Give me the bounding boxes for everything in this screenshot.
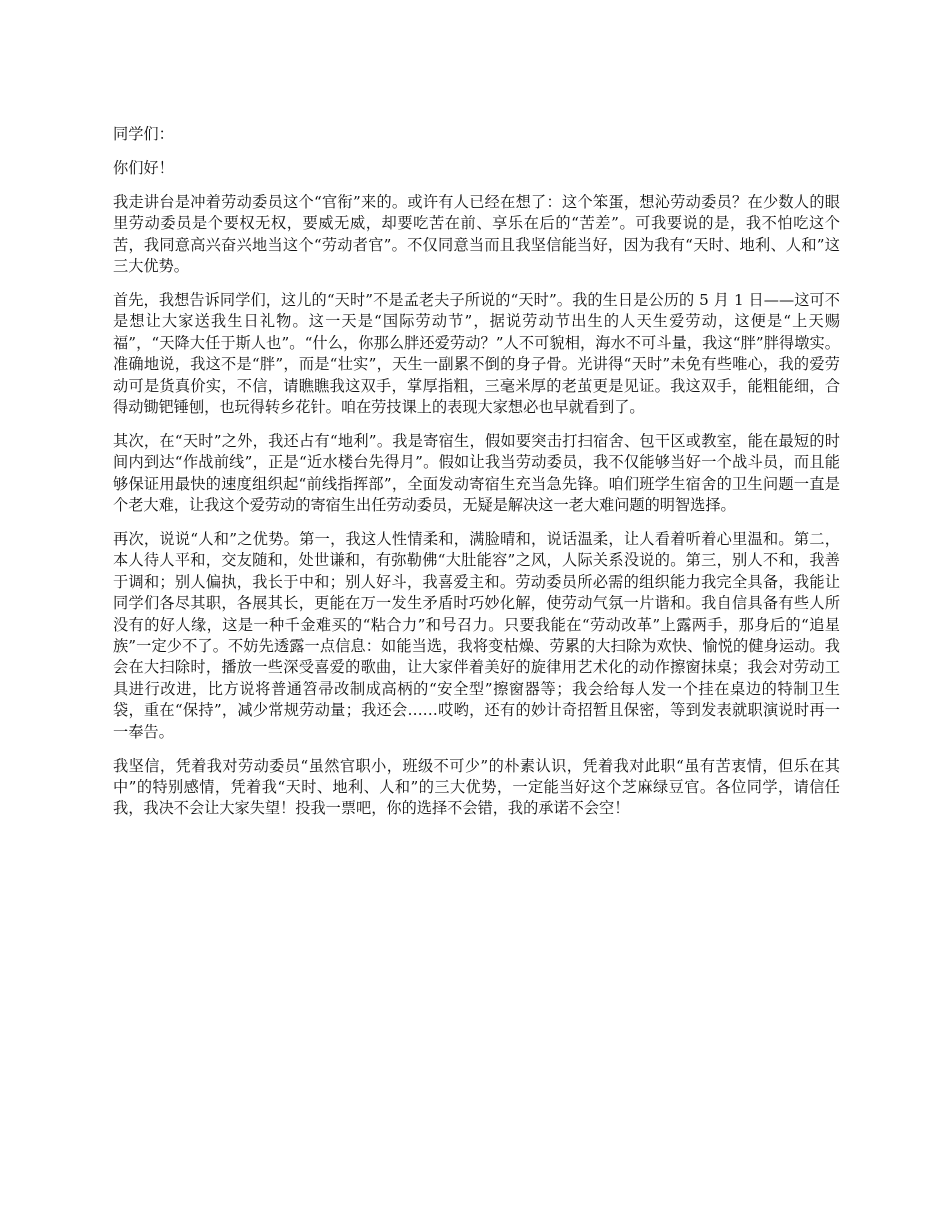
paragraph-dili: 其次，在“天时”之外，我还占有“地利”。我是寄宿生，假如要突击打扫宿舍、包干区或教室，能在最短的时间内到达“作战前线”，正是“近水楼台先得月”。假如让我当劳动委员，我不仅能够当好一个战斗员，而且能够保证用最快的速度组织起“前线指挥部”，全面发动寄宿生充当急先锋。咱们班学生宿舍的卫生问题一直是个老大难，让我这个爱劳动的寄宿生出任劳动委员，无疑是解决这一老大难问题的明智选择。 [113,431,840,515]
paragraph-conclusion: 我坚信，凭着我对劳动委员“虽然官职小，班级不可少”的朴素认识，凭着我对此职“虽有苦衷情，但乐在其中”的特别感情，凭着我“天时、地利、人和”的三大优势，一定能当好这个芝麻绿豆官。各位同学，请信任我，我决不会让大家失望！投我一票吧，你的选择不会错，我的承诺不会空！ [113,756,840,818]
paragraph-intro: 我走讲台是冲着劳动委员这个“官衔”来的。或许有人已经在想了：这个笨蛋，想沁劳动委员？在少数人的眼里劳动委员是个要权无权，要威无威，却要吃苦在前、享乐在后的“苦差”。可我要说的是，我不怕吃这个苦，我同意高兴奋兴地当这个“劳动者官”。不仅同意当而且我坚信能当好，因为我有“天时、地利、人和”这三大优势。 [113,192,840,276]
paragraph-tianshi: 首先，我想告诉同学们，这儿的“天时”不是孟老夫子所说的“天时”。我的生日是公历的 5 月 1 日——这可不是想让大家送我生日礼物。这一天是“国际劳动节”，据说劳动节出生的人天生爱劳动，这便是“上天赐福”，“天降大任于斯人也”。“什么，你那么胖还爱劳动？”人不可貌相，海水不可斗量，我这“胖”胖得墩实。准确地说，我这不是“胖”，而是“壮实”，天生一副累不倒的身子骨。光讲得“天时”未免有些唯心，我的爱劳动可是货真价实，不信，请瞧瞧我这双手，掌厚指粗，三毫米厚的老茧更是见证。我这双手，能粗能细，合得动锄钯锤刨，也玩得转乡花针。咱在劳技课上的表现大家想必也早就看到了。 [113,290,840,416]
greeting: 同学们： [113,125,174,143]
hello-line: 你们好！ [113,158,174,177]
paragraph-renhe: 再次，说说“人和”之优势。第一，我这人性情柔和，满脸晴和，说话温柔，让人看着听着心里温和。第二，本人待人平和，交友随和，处世谦和，有弥勒佛“大肚能容”之风，人际关系没说的。第三，别人不和，我善于调和；别人偏执，我长于中和；别人好斗，我喜爱主和。劳动委员所必需的组织能力我完全具备，我能让同学们各尽其职，各展其长，更能在万一发生矛盾时巧妙化解，使劳动气氛一片谐和。我自信具备有些人所没有的好人缘，这是一种千金难买的“粘合力”和号召力。只要我能在“劳动改革”上露两手，那身后的“追星族”一定少不了。不妨先透露一点信息：如能当选，我将变枯燥、劳累的大扫除为欢快、愉悦的健身运动。我会在大扫除时，播放一些深受喜爱的歌曲，让大家伴着美好的旋律用艺术化的动作擦窗抹桌；我会对劳动工具进行改进，比方说将普通笤帚改制成高柄的“安全型”擦窗器等；我会给每人发一个挂在桌边的特制卫生袋，重在“保持”，减少常规劳动量；我还会……哎哟，还有的妙计奇招暂且保密，等到发表就职演说时再一一奉告。 [113,530,840,741]
speech-document [113,124,840,832]
